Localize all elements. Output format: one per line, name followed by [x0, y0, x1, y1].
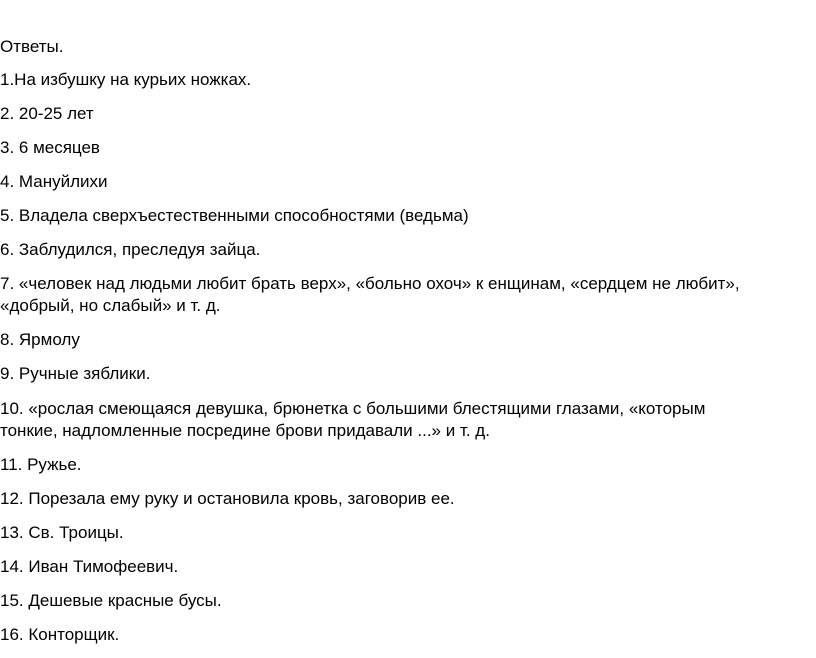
- answer-10-line-2: тонкие, надломленные посредине брови придавали ...» и т. д.: [0, 421, 490, 440]
- answer-7-line-1: 7. «человек над людьми любит брать верх», «больно охоч» к енщинам, «сердцем не любит»,: [0, 274, 740, 293]
- answer-9: 9. Ручные зяблики.: [0, 364, 151, 383]
- answer-7-line-2: «добрый, но слабый» и т. д.: [0, 296, 221, 315]
- answer-16: 16. Конторщик.: [0, 625, 120, 644]
- answer-4: 4. Мануйлихи: [0, 172, 108, 191]
- answer-10-line-1: 10. «рослая смеющаяся девушка, брюнетка с большими блестящими глазами, «которым: [0, 399, 706, 418]
- answer-2: 2. 20-25 лет: [0, 104, 94, 123]
- answer-3: 3. 6 месяцев: [0, 138, 100, 157]
- answer-1: 1.На избушку на курьих ножках.: [0, 70, 252, 89]
- answer-13: 13. Св. Троицы.: [0, 523, 124, 542]
- document-heading: Ответы.: [0, 37, 64, 56]
- answer-8: 8. Ярмолу: [0, 330, 80, 349]
- answer-11: 11. Ружье.: [0, 455, 82, 474]
- answer-5: 5. Владела сверхъестественными способностями (ведьма): [0, 206, 469, 225]
- answer-14: 14. Иван Тимофеевич.: [0, 557, 179, 576]
- answer-6: 6. Заблудился, преследуя зайца.: [0, 240, 261, 259]
- answer-12: 12. Порезала ему руку и остановила кровь, заговорив ее.: [0, 489, 455, 508]
- answer-15: 15. Дешевые красные бусы.: [0, 591, 222, 610]
